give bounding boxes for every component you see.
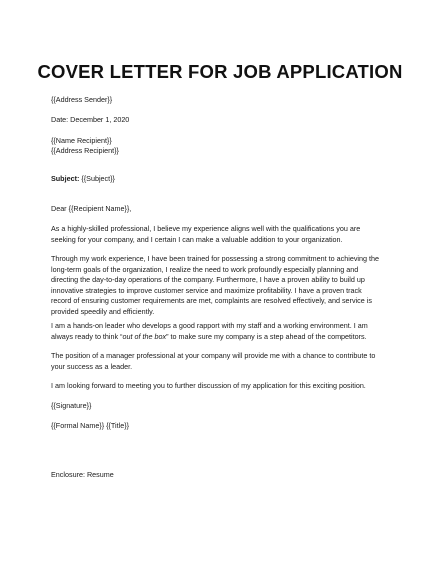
paragraph-text: ” to make sure my company is a step ahead of the competitors.	[166, 331, 367, 341]
paragraph-line	[51, 332, 391, 343]
paragraph-3	[51, 321, 391, 342]
subject-value: {{Subject}}	[79, 174, 115, 183]
recipient-name: {{Name Recipient}}	[51, 136, 112, 145]
paragraph-line: provided speedily and efficiently.	[51, 306, 155, 316]
paragraph-line: record of ensuring customer requirements are met, complaints are resolved effectively, and service is	[51, 296, 372, 305]
subject-line	[51, 174, 115, 185]
letter-date: Date: December 1, 2020	[51, 115, 130, 124]
paragraph-line: As a highly-skilled professional, I believe my experience aligns well with the qualifications you are	[51, 224, 361, 233]
paragraph-4	[51, 351, 391, 372]
paragraph-line: long-term goals of the organization, I realize the need to work profoundly especially planning and	[51, 264, 359, 274]
subject-label: Subject:	[51, 174, 80, 183]
paragraph-line: The position of a manager professional at your company will provide me with a chance to contribute to	[51, 351, 376, 360]
paragraph-line: seeking for your company, and I certain I can make a valuable addition to your organization.	[51, 234, 343, 244]
address-sender: {{Address Sender}}	[51, 95, 113, 104]
paragraph-line: innovative strategies to improve customer service and maximize profitability. I have a proven track	[51, 285, 362, 295]
paragraph-line: I am a hands-on leader who develops a good rapport with my staff and a working environment. I am	[51, 321, 368, 330]
paragraph-line: your success as a leader.	[51, 361, 133, 371]
paragraph-line: directing the day-to-day operations of the company. Furthermore, I have a proven ability to build up	[51, 275, 365, 284]
recipient-address: {{Address Recipient}}	[51, 146, 119, 155]
enclosure-line: Enclosure: Resume	[51, 470, 114, 479]
paragraph-2	[51, 254, 391, 317]
italic-phrase: out of the box	[122, 331, 167, 341]
paragraph-1	[51, 224, 391, 245]
paragraph-5: I am looking forward to meeting you to further discussion of my application for this exciting position.	[51, 381, 366, 390]
paragraph-text: always ready to think “	[51, 331, 123, 341]
formal-name-title: {{Formal Name}} {{Title}}	[51, 421, 130, 430]
document-title: COVER LETTER FOR JOB APPLICATION	[37, 61, 403, 82]
signature-placeholder: {{Signature}}	[51, 401, 92, 410]
paragraph-line: Through my work experience, I have been trained for possessing a strong commitment to achieving the	[51, 254, 379, 263]
salutation: Dear {{Recipient Name}},	[51, 204, 132, 213]
